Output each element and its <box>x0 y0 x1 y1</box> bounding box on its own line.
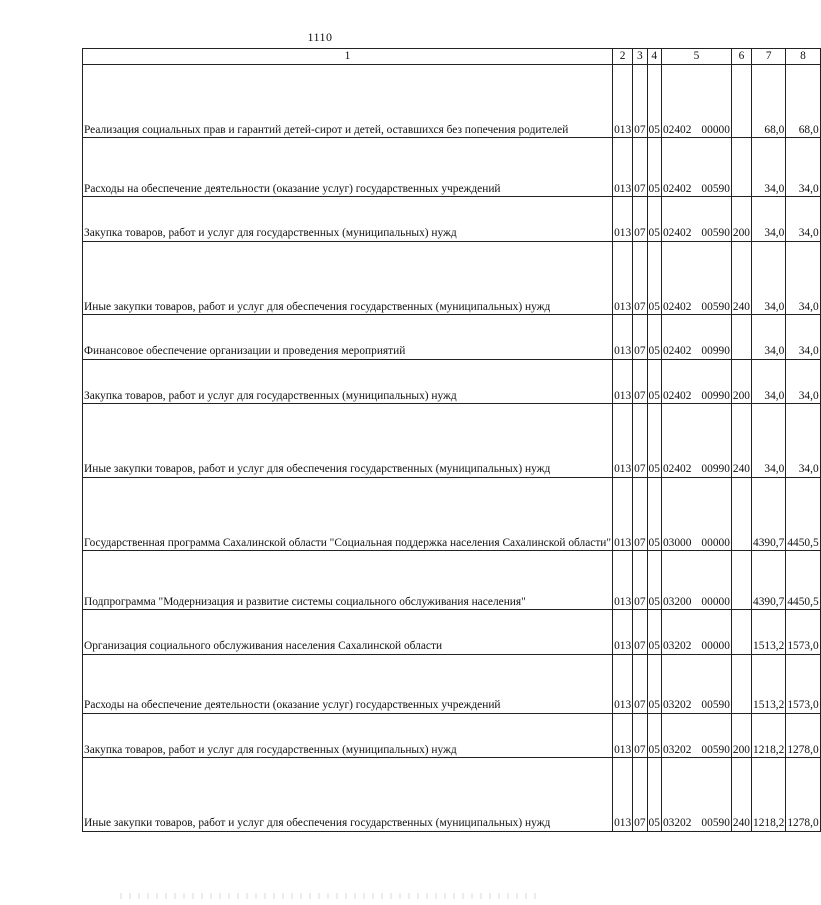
amount-year-2: 34,0 <box>786 241 820 315</box>
table-row <box>83 610 821 655</box>
ministry-code: 013 <box>613 654 633 713</box>
expense-type-code: 200 <box>731 713 751 758</box>
target-article-code-part-2: 00990 <box>701 463 730 475</box>
amount-year-1: 68,0 <box>752 64 786 138</box>
amount-year-1: 34,0 <box>752 404 786 478</box>
row-name: Иные закупки товаров, работ и услуг для обеспечения государственных (муниципальных) нужд <box>83 404 613 478</box>
target-article-code <box>661 197 731 242</box>
expense-type-code <box>731 477 751 551</box>
table-row <box>83 315 821 360</box>
table-row <box>83 551 821 610</box>
target-article-code-part-2: 00000 <box>701 640 730 652</box>
target-article-code-part-1: 03000 <box>662 536 692 549</box>
target-article-code <box>661 654 731 713</box>
subsection-code: 05 <box>647 404 661 478</box>
table-row <box>83 64 821 138</box>
table-row <box>83 477 821 551</box>
row-name: Реализация социальных прав и гарантий детей-сирот и детей, оставшихся без попечения родителей <box>83 64 613 138</box>
subsection-code: 05 <box>647 713 661 758</box>
target-article-code <box>661 315 731 360</box>
target-article-code <box>661 477 731 551</box>
target-article-code-part-1: 02402 <box>662 463 692 475</box>
row-name: Закупка товаров, работ и услуг для государственных (муниципальных) нужд <box>83 713 613 758</box>
target-article-code-part-1: 03202 <box>662 743 692 756</box>
amount-year-2: 1278,0 <box>786 713 820 758</box>
target-article-code-part-2: 00000 <box>701 595 730 608</box>
expense-type-code: 240 <box>731 241 751 315</box>
amount-year-1: 34,0 <box>752 197 786 242</box>
ministry-code: 013 <box>613 404 633 478</box>
row-name: Расходы на обеспечение деятельности (оказание услуг) государственных учреждений <box>83 138 613 197</box>
subsection-code: 05 <box>647 551 661 610</box>
budget-table <box>82 48 821 832</box>
page-number: 1110 <box>307 30 333 44</box>
expense-type-code: 240 <box>731 758 751 832</box>
target-article-code <box>661 758 731 832</box>
column-header: 1 <box>83 49 613 65</box>
ministry-code: 013 <box>613 610 633 655</box>
table-row <box>83 404 821 478</box>
expense-type-code: 240 <box>731 404 751 478</box>
amount-year-2: 34,0 <box>786 138 820 197</box>
row-name: Закупка товаров, работ и услуг для государственных (муниципальных) нужд <box>83 197 613 242</box>
row-name: Расходы на обеспечение деятельности (оказание услуг) государственных учреждений <box>83 654 613 713</box>
row-name: Подпрограмма "Модернизация и развитие системы социального обслуживания населения" <box>83 551 613 610</box>
section-code: 07 <box>633 654 647 713</box>
subsection-code: 05 <box>647 64 661 138</box>
expense-type-code <box>731 315 751 360</box>
table-row <box>83 138 821 197</box>
section-code: 07 <box>633 610 647 655</box>
column-header: 3 <box>633 49 647 65</box>
column-header: 7 <box>752 49 786 65</box>
subsection-code: 05 <box>647 359 661 404</box>
column-header: 4 <box>647 49 661 65</box>
amount-year-1: 34,0 <box>752 359 786 404</box>
scan-noise <box>120 893 540 899</box>
target-article-code-part-1: 02402 <box>662 123 692 136</box>
target-article-code-part-1: 02402 <box>662 345 692 357</box>
ministry-code: 013 <box>613 315 633 360</box>
target-article-code-part-1: 02402 <box>662 227 692 239</box>
target-article-code <box>661 713 731 758</box>
target-article-code-part-2: 00590 <box>701 699 730 711</box>
ministry-code: 013 <box>613 713 633 758</box>
amount-year-2: 34,0 <box>786 404 820 478</box>
amount-year-1: 4390,7 <box>752 551 786 610</box>
ministry-code: 013 <box>613 241 633 315</box>
amount-year-2: 4450,5 <box>786 477 820 551</box>
table-row <box>83 241 821 315</box>
target-article-code <box>661 610 731 655</box>
amount-year-2: 34,0 <box>786 359 820 404</box>
target-article-code-part-2: 00000 <box>701 536 730 549</box>
subsection-code: 05 <box>647 197 661 242</box>
row-name: Финансовое обеспечение организации и проведения мероприятий <box>83 315 613 360</box>
ministry-code: 013 <box>613 758 633 832</box>
target-article-code-part-2: 00990 <box>701 345 730 357</box>
amount-year-2: 34,0 <box>786 197 820 242</box>
target-article-code-part-1: 02402 <box>662 300 692 313</box>
amount-year-2: 1573,0 <box>786 610 820 655</box>
target-article-code <box>661 404 731 478</box>
section-code: 07 <box>633 758 647 832</box>
row-name: Иные закупки товаров, работ и услуг для обеспечения государственных (муниципальных) нужд <box>83 758 613 832</box>
subsection-code: 05 <box>647 477 661 551</box>
section-code: 07 <box>633 477 647 551</box>
ministry-code: 013 <box>613 64 633 138</box>
target-article-code-part-2: 00590 <box>701 817 730 829</box>
target-article-code-part-1: 03202 <box>662 640 692 652</box>
amount-year-2: 68,0 <box>786 64 820 138</box>
ministry-code: 013 <box>613 551 633 610</box>
amount-year-1: 1513,2 <box>752 610 786 655</box>
target-article-code-part-1: 03200 <box>662 595 692 608</box>
subsection-code: 05 <box>647 241 661 315</box>
table-row <box>83 197 821 242</box>
row-name: Государственная программа Сахалинской области "Социальная поддержка населения Сахалинской области" <box>83 477 613 551</box>
target-article-code-part-1: 02402 <box>662 182 692 195</box>
target-article-code-part-1: 03202 <box>662 817 692 829</box>
ministry-code: 013 <box>613 359 633 404</box>
target-article-code-part-2: 00590 <box>701 182 730 195</box>
table-row <box>83 359 821 404</box>
ministry-code: 013 <box>613 197 633 242</box>
row-name: Организация социального обслуживания населения Сахалинской области <box>83 610 613 655</box>
subsection-code: 05 <box>647 138 661 197</box>
target-article-code-part-2: 00590 <box>701 300 730 313</box>
section-code: 07 <box>633 404 647 478</box>
amount-year-2: 34,0 <box>786 315 820 360</box>
section-code: 07 <box>633 241 647 315</box>
column-header: 6 <box>731 49 751 65</box>
target-article-code <box>661 241 731 315</box>
target-article-code <box>661 551 731 610</box>
amount-year-1: 34,0 <box>752 315 786 360</box>
subsection-code: 05 <box>647 654 661 713</box>
target-article-code-part-2: 00590 <box>701 227 730 239</box>
column-header: 5 <box>661 49 731 65</box>
section-code: 07 <box>633 359 647 404</box>
target-article-code <box>661 138 731 197</box>
amount-year-2: 1573,0 <box>786 654 820 713</box>
section-code: 07 <box>633 197 647 242</box>
target-article-code-part-2: 00000 <box>701 123 730 136</box>
subsection-code: 05 <box>647 315 661 360</box>
table-row <box>83 713 821 758</box>
expense-type-code <box>731 610 751 655</box>
row-name: Иные закупки товаров, работ и услуг для обеспечения государственных (муниципальных) нужд <box>83 241 613 315</box>
section-code: 07 <box>633 315 647 360</box>
table-row <box>83 654 821 713</box>
amount-year-1: 4390,7 <box>752 477 786 551</box>
target-article-code-part-1: 02402 <box>662 389 692 402</box>
expense-type-code: 200 <box>731 197 751 242</box>
expense-type-code <box>731 64 751 138</box>
section-code: 07 <box>633 713 647 758</box>
ministry-code: 013 <box>613 477 633 551</box>
expense-type-code <box>731 551 751 610</box>
section-code: 07 <box>633 64 647 138</box>
amount-year-1: 1218,2 <box>752 713 786 758</box>
amount-year-1: 1513,2 <box>752 654 786 713</box>
subsection-code: 05 <box>647 758 661 832</box>
table-header-row <box>83 49 821 65</box>
column-header: 8 <box>786 49 820 65</box>
target-article-code-part-2: 00990 <box>701 389 730 402</box>
amount-year-1: 34,0 <box>752 138 786 197</box>
amount-year-2: 1278,0 <box>786 758 820 832</box>
target-article-code <box>661 359 731 404</box>
target-article-code-part-1: 03202 <box>662 699 692 711</box>
target-article-code-part-2: 00590 <box>701 743 730 756</box>
ministry-code: 013 <box>613 138 633 197</box>
row-name: Закупка товаров, работ и услуг для государственных (муниципальных) нужд <box>83 359 613 404</box>
expense-type-code <box>731 654 751 713</box>
section-code: 07 <box>633 551 647 610</box>
expense-type-code <box>731 138 751 197</box>
expense-type-code: 200 <box>731 359 751 404</box>
section-code: 07 <box>633 138 647 197</box>
amount-year-2: 4450,5 <box>786 551 820 610</box>
amount-year-1: 1218,2 <box>752 758 786 832</box>
column-header: 2 <box>613 49 633 65</box>
target-article-code <box>661 64 731 138</box>
subsection-code: 05 <box>647 610 661 655</box>
amount-year-1: 34,0 <box>752 241 786 315</box>
table-row <box>83 758 821 832</box>
